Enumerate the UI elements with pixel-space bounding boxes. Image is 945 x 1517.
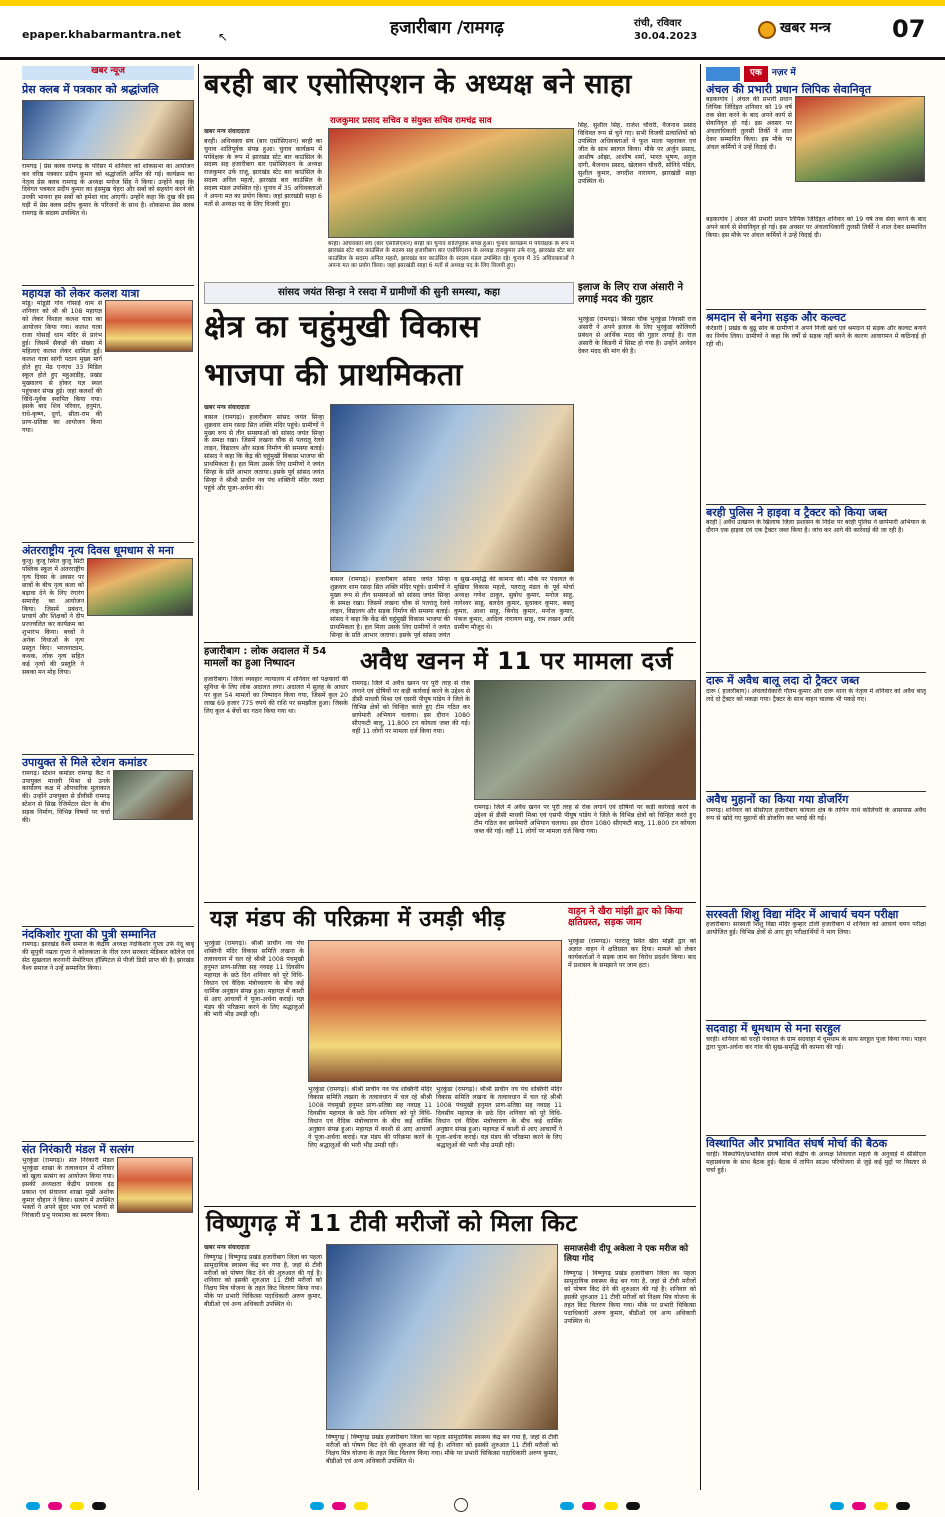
byline: खबर मन्त्र संवाददाता: [204, 128, 250, 135]
article-body: बरही। अधिवक्ता संघ (बार एसोसिएशन) बरही का चुनाव शांतिपूर्वक संपन्न हुआ। चुनाव कार्यक्रम में पर्यवेक्षक के रूप में झारखंड स्टेट बार काउंसिल के सदस्य सह हजारीबाग बार एसोसिएशन के अध्यक्ष राजकुमार उर्फ राजू, झारखंड स्टेट बार काउंसिल के सदस्य अनिल महतो, झारखंड बार काउंसिल के सदस्य मंडल उपस्थित रहे। चुनाव में 35 अधिवक्ताओं ने अपना मत का प्रयोग किया। जहां झारखंडी साहा 6 मतों से अध्यक्ष पद के लिए विजयी हुए।: [204, 137, 322, 209]
headline: दारू में अवैध बालू लदा दो ट्रैक्टर जब्त: [706, 672, 926, 688]
article-body: हजारीबाग। सरस्वती शिशु विद्या मंदिर कुम्हार टोली हजारीबाग में शनिवार को आचार्य चयन परीक्षा आयोजित हुई। विभिन्न क्षेत्रों से आए हुए परीक्षार्थियों ने भाग लिया।: [706, 921, 926, 937]
article-body: रामगढ़। झारखंड वैश्य समाज के केंद्रीय अध्यक्ष नंदकिशोर गुप्ता उर्फ नंदू बाबू की सुपुत्री नम्रता गुप्ता ने कोलकाता के नील रतन सरकार मेडिकल कॉलेज एवं सेठ सुखलाल करनानी मेमोरियल हॉस्पिटल से पीजी डिग्री प्राप्त की है। झारखंड वैश्य समाज ने उन्हें सम्मानित किया।: [22, 941, 194, 973]
section-tag-2: नज़र में: [771, 68, 796, 78]
epaper-url[interactable]: epaper.khabarmantra.net: [22, 28, 181, 41]
byline: खबर मन्त्र संवाददाता: [204, 1244, 250, 1251]
news-photo: [308, 940, 562, 1082]
headline: उपायुक्त से मिले स्टेशन कमांडर: [22, 754, 194, 770]
headline-line-1: क्षेत्र का चहुंमुखी विकास: [204, 309, 481, 345]
headline: सरस्वती शिशु विद्या मंदिर में आचार्य चयन परीक्षा: [706, 906, 926, 922]
section-tag: खबर न्यूज: [91, 66, 125, 76]
registration-mark: [582, 1502, 596, 1510]
article-body: बासल (रामगढ़)। हजारीबाग सांसद जयंत सिन्हा शुक्रवार शाम रसदा सित शक्ति मंदिर पहुंचे। ग्रामीणों ने मुख्य रूप से तीन समस्याओं को सांसद जयंत सिन्हा के समक्ष रखा। जिसमें लखना चौक से पतरातू रेलवे लाइन, विद्यालय और सड़क निर्माण की समस्या बताई। सांसद ने कहा कि केंद्र की चहुंमुखी विकास भाजपा की प्राथमिकता है। हल मिला उसके लिए ग्रामीणों ने जयंत सिन्हा के प्रति आभार जताया। इसके पूर्व सांसद जयंत सिन्हा ने श्रीश्री प्राचीन नव पंच शक्तिनी मंदिर रसदा पहुंचे और पूजा-अर्चना की।: [204, 413, 324, 493]
registration-mark: [560, 1502, 574, 1510]
headline: नंदकिशोर गुप्ता की पुत्री सम्मानित: [22, 926, 194, 942]
article-body: बड़कागांव | अंचल की प्रभारी प्रधान लिपिक जिंदिइत शनिवार को 19 वर्ष तक सेवा करने के बाद अपने कार्य से सेवानिवृत हो गई। इस अवसर पर अंचलाधिकारी तुलसी तिर्की ने शाल देकर सम्मानित किया। इस मौके पर अंचल कर्मियों ने उन्हें विदाई दी।: [706, 96, 792, 151]
column-divider: [198, 64, 199, 1490]
article-body: कुजू। कुजू स्थित कुजू सिटी पब्लिक स्कूल में अंतरराष्ट्रीय नृत्य दिवस के अवसर पर छात्रों के बीच नृत्य कला को बढ़ावा देने के लिए रंगारंग समारोह का आयोजन किया। जिसमें प्रबंधन, प्राचार्य और शिक्षकों ने दीप प्रज्ज्वलित कर कार्यक्रम का शुभारंभ किया। बच्चों ने अनेक विधाओं के नृत्य प्रस्तुत किए। भरतनाट्यम, कथक, लोक नृत्य सहित कई नृत्यों की प्रस्तुति ने सबका मन मोह लिया।: [22, 557, 84, 677]
article-body: मांडू। मांडूडी गांव गोसाईं धाम से शनिवार को श्री श्री 108 महायज्ञ को लेकर विशाल कलश यात्रा का आयोजन किया गया। कलश यात्रा राजा गोसाईं धाम मंदिर से प्रारंभ हुई। जिसमें सैकड़ों की संख्या में महिलाएं कलश लेकर शामिल हुईं। कलश यात्रा सांगी पठान मुख्य मार्ग होते हुए मेंढ एनएच 33 मिडिल स्कूल होते हुए महुआडीह, प्रखंड मुख्यालय से होकर यज्ञ स्थल पहुंचकर संपन्न हुई। जहां कलशों की विधि-पूर्वक स्थापित किया गया। इसके बाद शिव परिवार, हनुमंत, राधे-कृष्ण, दुर्गा, सीता-राम की प्राण-प्रतिष्ठा का आयोजन किया गया।: [22, 300, 102, 435]
kicker-box: [204, 282, 574, 304]
column-divider: [700, 64, 701, 1490]
pointer-icon: ↖: [218, 30, 229, 44]
article-body: भुरकुंडा (रामगढ़)। बिरसा चौक भुरकुंडा निवासी राज अंसारी ने अपने इलाज के लिए भुरकुंडा कोलियरी प्रबंधन से आर्थिक मदद की गुहार लगाई है। राज अंसारी के किडनी में सिस्ट हो गया है। उन्होंने आवेदन देकर मदद की मांग की है।: [578, 316, 696, 355]
article-body: विष्णुगढ़ | विष्णुगढ़ प्रखंड हजारीबाग जिला का पहला सामुदायिक स्वास्थ्य केंद्र बन गया है, जहां से टीवी मरीजों को पोषण किट देने की शुरुआत की गई है। शनिवार को इसकी शुरुआत 11 टीवी मरीजों को निक्षय मित्र योजना के तहत किट वितरण किया गया। मौके पर प्रभारी चिकित्सा पदाधिकारी अरुण कुमार, बीडीओ एवं अन्य अधिकारी उपस्थित थे।: [326, 1434, 558, 1465]
subheadline: समाजसेवी दीपू अकेला ने एक मरीज को लिया गोद: [564, 1244, 689, 1265]
article-body: हजारीबाग। जिला व्यवहार न्यायालय में शनिवार को पक्षकारों की सुविधा के लिए लोक अदालत लगा। अदालत में सुलह के आधार पर कुल 54 मामलों का निष्पादन किया गया, जिसमें कुल 20 लाख 69 हजार 775 रुपये की राशि पर समझौता हुआ। जिसके लिए कुल 4 बेंचों का गठन किया गया था।: [204, 676, 348, 715]
print-registration-strip: [0, 1495, 945, 1517]
registration-mark: [896, 1502, 910, 1510]
headline: विष्णुगढ़ में 11 टीवी मरीजों को मिला किट: [206, 1211, 578, 1237]
news-photo: [113, 770, 193, 820]
article-body: बासल (रामगढ़)। हजारीबाग सांसद जयंत सिन्हा शुक्रवार शाम रसदा सित शक्ति मंदिर पहुंचे। ग्रामीणों ने मुख्य रूप से तीन समस्याओं को सांसद जयंत सिन्हा के समक्ष रखा। जिसमें लखना चौक से पतरातू रेलवे लाइन, विद्यालय और सड़क निर्माण की समस्या बताई। सांसद ने कहा कि केंद्र की चहुंमुखी विकास भाजपा की प्राथमिकता है। हल मिला उसके लिए ग्रामीणों ने जयंत सिन्हा के प्रति आभार जताया। इसके पूर्व सांसद जयंत: [330, 576, 450, 638]
section-tag: एक: [744, 66, 768, 82]
masthead-top-rule: [0, 0, 945, 6]
article-body: रामगढ़। शनिवार को सीसीएल हजारीबाग कोयला क्षेत्र के तापिन नार्थ कोलियरी के आसपास अवैध रूप से खोदे गए मुहानों की डोजरिंग कर भराई की गई।: [706, 806, 926, 822]
news-photo: [330, 404, 574, 572]
article-body: विष्णुगढ़ | विष्णुगढ़ प्रखंड हजारीबाग जिला का पहला सामुदायिक स्वास्थ्य केंद्र बन गया है, जहां से टीवी मरीजों को पोषण किट देने की शुरुआत की गई है। शनिवार को इसकी शुरुआत 11 टीवी मरीजों को निक्षय मित्र योजना के तहत किट वितरण किया गया। मौके पर प्रभारी चिकित्सा पदाधिकारी अरुण कुमार, बीडीओ एवं अन्य अधिकारी उपस्थित थे।: [204, 1253, 322, 1309]
registration-mark: [92, 1502, 106, 1510]
article-body: सिंह, सुशील सिंह, राजेश चौधरी, वैजनाथ प्रसाद विधिवत रूप से चुने गए। सभी विजयी प्रत्याशियों को उपस्थित अधिवक्ताओं ने फूल माला पहनाकर एवं जीत के साथ स्वागत किया। मौके पर अर्जुन प्रसाद, आशीष ओझा, आशीष शर्मा, भारत भूषण, अनुज दांगी, बैजनाथ प्रसाद, खेलावन चौधरी, सोनिदे पंडित, सुशील कुमार, जगदीश नारायण, झारखंडी साहा उपस्थित थे।: [578, 122, 696, 185]
news-photo: [117, 1157, 193, 1213]
vikas-article: [204, 404, 324, 636]
article-body: बड़कागांव | अंचल की प्रभारी प्रधान लिपिक जिंदिइत शनिवार को 19 वर्ष तक सेवा करने के बाद अपने कार्य से सेवानिवृत हो गई। इस अवसर पर अंचलाधिकारी तुलसी तिर्की ने शाल देकर सम्मानित किया। इस मौके पर अंचल कर्मियों ने उन्हें विदाई दी।: [706, 216, 926, 240]
news-photo: [795, 96, 925, 182]
headline: श्रमदान से बनेगा सड़क और कल्वट: [706, 309, 926, 325]
brand-name: खबर मन्त्र: [780, 20, 831, 36]
registration-mark: [26, 1502, 40, 1510]
registration-mark: [830, 1502, 844, 1510]
kicker: सांसद जयंत सिन्हा ने रसदा में ग्रामीणों की सुनी समस्या, कहा: [278, 287, 500, 298]
article-body: रामगढ़ | प्रेस क्लब रामगढ़ के परिसर में शनिवार को शोकसभा का आयोजन कर वरिष्ठ पत्रकार प्रदीप कुमार को श्रद्धांजलि अर्पित की गई। कार्यक्रम का नेतृत्व प्रेस क्लब रामगढ़ के अध्यक्ष मनोज सिंह ने किया। उन्होंने कहा कि दिवंगत पत्रकार प्रदीप कुमार का हंसमुख चेहरा और सबों को सहयोग करने की उनकी भावना हम सबों को हमेशा याद आएगी। उन्होंने कहा कि दुख की इस घड़ी में प्रेस क्लब प्रदीप कुमार के परिजनों के साथ है। शोकसभा प्रेस क्लब रामगढ़ के सदस्य उपस्थित थे।: [22, 162, 194, 218]
headline: सदवाहा में धूमधाम से मना सरहुल: [706, 1020, 926, 1036]
article-body: केरेडारी | प्रखंड के बुढू सांव के ग्रामीणों ने अपने निजी खर्च एवं श्रमदान से सड़क और कल्वट बनाने का निर्णय लिया। ग्रामीणों ने कहा कि वर्षों से सड़क नहीं बनने के कारण आवागमन में कठिनाई हो रही थी।: [706, 324, 926, 348]
issue-date: 30.04.2023: [634, 31, 698, 42]
article-body: भुरकुंडा (रामगढ़)। श्रीश्री प्राचीन नव पंच शक्तिनी मंदिर विकास समिति लखना के तत्वावधान में चल रहे श्रीश्री 1008 पंचमुखी हनुमत प्राण-प्रतिष्ठा सह नवग्रह 11 दिवसीय महायज्ञ के छठे दिन शनिवार को पूरे विधि-विधान एवं वैदिक मंत्रोच्चारण के बीच कई धार्मिक अनुष्ठान संपन्न हुआ। महायज्ञ में काशी से आए आचार्यों ने पूजा-अर्चना कराई। यज्ञ मंडप की परिक्रमा करने के लिए श्रद्धालुओं की भारी भीड़ उमड़ी रही।: [436, 1086, 562, 1149]
leaf-icon: [706, 67, 740, 81]
article-body: भुरकुंडा (रामगढ़)। श्रीश्री प्राचीन नव पंच शक्तिनी मंदिर विकास समिति लखना के तत्वावधान में चल रहे श्रीश्री 1008 पंचमुखी हनुमत प्राण-प्रतिष्ठा सह नवग्रह 11 दिवसीय महायज्ञ के छठे दिन शनिवार को पूरे विधि-विधान एवं वैदिक मंत्रोच्चारण के बीच कई धार्मिक अनुष्ठान संपन्न हुआ। महायज्ञ में काशी से आए आचार्यों ने पूजा-अर्चना कराई। यज्ञ मंडप की परिक्रमा करने के लिए श्रद्धालुओं की भारी भीड़ उमड़ी रही।: [308, 1086, 432, 1149]
article-body: भुरकुंडा (रामगढ़)। श्रीश्री प्राचीन नव पंच शक्तिनी मंदिर विकास समिति लखना के तत्वावधान में चल रहे श्रीश्री 1008 पंचमुखी हनुमत प्राण-प्रतिष्ठा सह नवग्रह 11 दिवसीय महायज्ञ के छठे दिन शनिवार को पूरे विधि-विधान एवं वैदिक मंत्रोच्चारण के बीच कई धार्मिक अनुष्ठान संपन्न हुआ। महायज्ञ में काशी से आए आचार्यों ने पूजा-अर्चना कराई। यज्ञ मंडप की परिक्रमा करने के लिए श्रद्धालुओं की भारी भीड़ उमड़ी रही।: [204, 940, 304, 1019]
article-body: विष्णुगढ़ | विष्णुगढ़ प्रखंड हजारीबाग जिला का पहला सामुदायिक स्वास्थ्य केंद्र बन गया है, जहां से टीवी मरीजों को पोषण किट देने की शुरुआत की गई है। शनिवार को इसकी शुरुआत 11 टीवी मरीजों को निक्षय मित्र योजना के तहत किट वितरण किया गया। मौके पर प्रभारी चिकित्सा पदाधिकारी अरुण कुमार, बीडीओ एवं अन्य अधिकारी उपस्थित थे।: [564, 1270, 696, 1325]
headline: हजारीबाग : लोक अदालत में 54 मामलों का हुआ निष्पादन: [204, 646, 327, 669]
registration-mark: [626, 1502, 640, 1510]
headline: अंतरराष्ट्रीय नृत्य दिवस धूमधाम से मना: [22, 542, 194, 558]
news-photo: [105, 300, 193, 352]
left-column: [22, 66, 194, 1490]
lead-photo: [328, 128, 574, 238]
dateline: [634, 17, 697, 43]
headline-line-2: भाजपा की प्राथमिकता: [204, 357, 463, 393]
lead-article: [204, 128, 322, 276]
byline: खबर मन्त्र संवाददाता: [204, 404, 250, 411]
news-photo: [474, 680, 696, 800]
news-photo: [87, 558, 193, 616]
news-photo: [22, 100, 194, 160]
article-body: रामगढ़। स्टेशन कमांडर रामगढ़ कैंट ने उपायुक्त माधवी मिश्रा से उनके कार्यालय कक्ष में औपचारिक मुलाकात की। उन्होंने उपायुक्त से डीवीसी रामगढ़ स्टेशन से सिख रेजिमेंटल सेंटर के बीच सड़क निर्माण, विभिन्न विषयों पर चर्चा की।: [22, 769, 110, 825]
registration-mark: [852, 1502, 866, 1510]
registration-mark: [354, 1502, 368, 1510]
article-body: बरही | अवैध उत्खनन के खिलाफ जिला प्रशासन के निर्देश पर बरही पुलिस ने छापेमारी अभियान के दौरान एक हाइवा एवं एक ट्रैक्टर जब्त किया है। जांच कर आगे की कार्रवाई की जा रही है।: [706, 519, 926, 535]
headline: महायज्ञ को लेकर कलश यात्रा: [22, 285, 194, 301]
headline: प्रेस क्लब में पत्रकार को श्रद्धांजलि: [22, 83, 159, 96]
headline: इलाज के लिए राज अंसारी ने लगाई मदद की गुहार: [578, 282, 684, 305]
lead-subheadline: राजकुमार प्रसाद सचिव व संयुक्त सचिव रामचंद्र साव: [330, 116, 492, 126]
brand-logo-icon: [758, 21, 776, 39]
article-body: रामगढ़। जिले में अवैध खनन पर पूरी तरह से रोक लगाने एवं दोषियों पर कड़ी कार्रवाई करने के उद्देश्य से डीसी माधवी मिश्रा एवं एसपी पीयूष पांडेय ने जिले के विभिन्न क्षेत्रों को चिन्हित करते हुए टीम गठित कर छापेमारी अभियान चलाया। इस दौरान 1080 सीएफटी बालू, 11.800 टन कोयला जब्त की गई। वहीं 11 लोगों पर मामला दर्ज किया गया।: [474, 804, 696, 835]
lead-headline: बरही बार एसोसिएशन के अध्यक्ष बने साहा: [204, 69, 632, 100]
article-body: दारू ( हजारीबाग)। अंचलाधिकारी गौतम कुमार और दारू थाना के नेतृत्व में शनिवार को अवैध बालू लदे दो ट्रैक्टर को पकड़ा गया। ट्रैक्टर के साथ वाहन चालक भी पकड़े गए।: [706, 688, 926, 704]
edition-city: हजारीबाग /रामगढ़: [390, 18, 504, 38]
section-rule: [204, 642, 696, 643]
page-number: 07: [892, 15, 926, 43]
headline: यज्ञ मंडप की परिक्रमा में उमड़ी भीड़: [210, 907, 506, 932]
masthead: [0, 0, 945, 60]
headline: अवैध मुहानों का किया गया डोजरिंग: [706, 791, 926, 807]
place-day: रांची, रविवार: [634, 18, 682, 29]
headline: अवैध खनन में 11 पर मामला दर्ज: [360, 647, 674, 675]
article-body: भुरकुंडा (रामगढ़)। पतरातू स्थित खैरा मांझी द्वार को अज्ञात वाहन ने क्षतिग्रस्त कर दिया। मामले को लेकर कार्यकर्ताओं ने सड़क जाम कर विरोध प्रदर्शन किया। बाद में प्रशासन के समझाने पर जाम हटा।: [568, 938, 696, 969]
registration-mark: [48, 1502, 62, 1510]
registration-mark: [604, 1502, 618, 1510]
headline: अंचल की प्रभारी प्रधान लिपिक सेवानिवृत: [706, 82, 872, 96]
registration-mark: [874, 1502, 888, 1510]
section-rule: [204, 902, 696, 903]
headline: वाहन ने खैरा मांझी द्वार को किया क्षतिग्रस्त, सड़क जाम: [568, 906, 683, 929]
article-body: व सुख-समृद्धि की कामना की। मौके पर पंचायत के मुखिया विकास महतो, पतरातू मंडल के पूर्व मोर्चा अध्यक्ष गणेश ठाकुर, सुबोध कुमार, मनोज साहू, नागेश्वर साहू, बलदेव कुमार, सुधाकर कुमार, बबलू कुमार, आशा साहू, बिनोद कुमार, मनोज कुमार, पंकज कुमार, आदित्य नारायण साहू, राम लखन आदि ग्रामीण मौजूद थे।: [454, 576, 574, 631]
photo-caption: बरही। अधिवक्ता संघ (बार एसोसिएशन) बरही का चुनाव शांतिपूर्वक संपन्न हुआ। चुनाव कार्यक्रम में पर्यवेक्षक के रूप में झारखंड स्टेट बार काउंसिल के सदस्य सह हजारीबाग बार एसोसिएशन के अध्यक्ष राजकुमार उर्फ राजू, झारखंड स्टेट बार काउंसिल के सदस्य अनिल महतो, झारखंड बार काउंसिल के सदस्य मंडल उपस्थित रहे। चुनाव में 35 अधिवक्ताओं ने अपना मत का प्रयोग किया। जहां झारखंडी साहा 6 मतों से अध्यक्ष पद के लिए विजयी हुए।: [328, 241, 574, 270]
registration-mark: [332, 1502, 346, 1510]
article-body: भुरकुंडा (रामगढ़)। संत निरंकारी मंडल भुरकुंडा शाखा के तत्वावधान में शनिवार को खुला सत्संग का आयोजन किया गया। इसकी अध्यक्षता केंद्रीय प्रचारक इंद्र प्रकाश एवं संचालन शाखा मुखी अशोक कुमार चौहान ने किया। सत्संग में उपस्थित भक्तों ने अपने सुंदर भाव एवं भजनों से निरंकारी प्रभु परमात्मा का स्मरण किया।: [22, 1156, 114, 1220]
headline: बरही पुलिस ने हाइवा व ट्रैक्टर को किया जब्त: [706, 504, 926, 520]
article-body: चरही। विस्थापित/प्रभावित संघर्ष मोर्चा केंद्रीय के अध्यक्ष शिवलाल महतो के अनुवाई में सीसीएल महाप्रबंधक के साथ बैठक हुई। बैठक में तापिन साउथ परियोजना से जुड़े कई मुद्दों पर विस्तार से चर्चा हुई।: [706, 1150, 926, 1174]
news-photo: [326, 1244, 558, 1430]
right-column: [706, 66, 926, 1490]
section-tag-bar: [706, 66, 926, 82]
headline: विस्थापित और प्रभावित संघर्ष मोर्चा की बैठक: [706, 1135, 926, 1151]
headline: संत निरंकारी मंडल में सत्संग: [22, 1141, 194, 1157]
registration-mark: [70, 1502, 84, 1510]
crosshair-icon: [454, 1498, 468, 1512]
section-rule: [204, 1206, 696, 1207]
article-body: रामगढ़। जिले में अवैध खनन पर पूरी तरह से रोक लगाने एवं दोषियों पर कड़ी कार्रवाई करने के उद्देश्य से डीसी माधवी मिश्रा एवं एसपी पीयूष पांडेय ने जिले के विभिन्न क्षेत्रों को चिन्हित करते हुए टीम गठित कर छापेमारी अभियान चलाया। इस दौरान 1080 सीएफटी बालू, 11.800 टन कोयला जब्त की गई। वहीं 11 लोगों पर मामला दर्ज किया गया।: [352, 680, 470, 735]
section-tag-bar: [22, 66, 194, 80]
article-body: चरही। शनिवार को चरही पंचायत के ग्राम सदवाहा में धूमधाम के साथ सरहुल पूजा किया गया। पाहन द्वारा पूजा-अर्चना कर गांव की सुख-समृद्धि की कामना की गई।: [706, 1036, 926, 1051]
kit-article: [204, 1244, 322, 1490]
registration-mark: [310, 1502, 324, 1510]
